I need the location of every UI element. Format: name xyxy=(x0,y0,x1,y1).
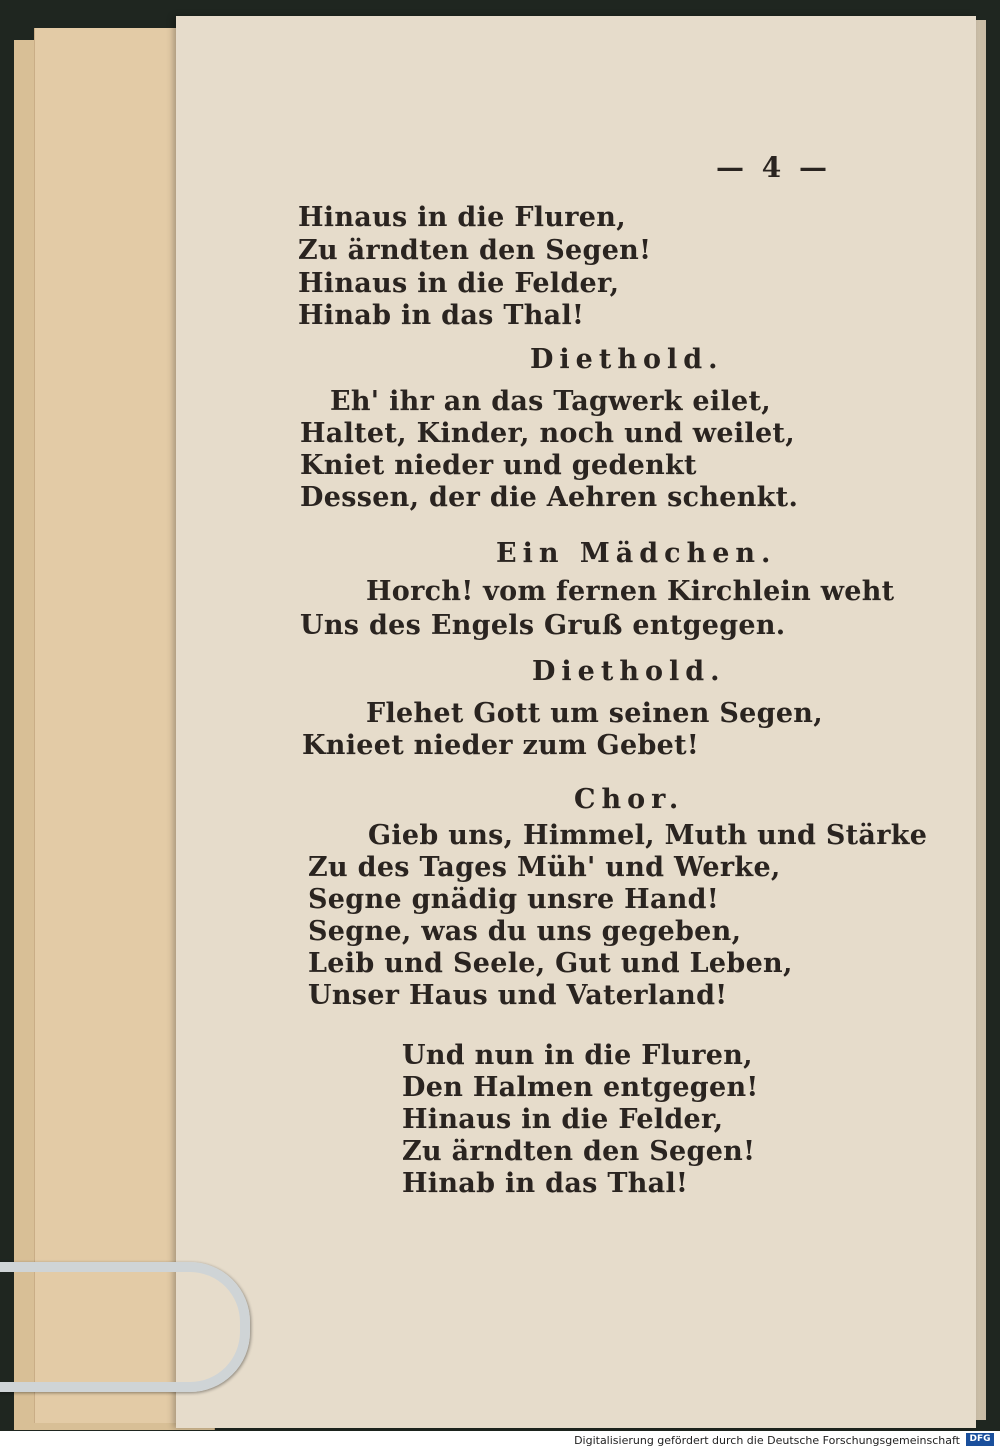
funding-credit: Digitalisierung gefördert durch die Deutsche Forschungsgemeinschaft xyxy=(574,1434,960,1447)
page-number: — 4 — xyxy=(716,151,831,184)
verse-line: Segne, was du uns gegeben, xyxy=(308,916,742,947)
dfg-logo-icon: DFG xyxy=(966,1433,994,1446)
speaker-heading: Diethold. xyxy=(532,656,726,687)
verse-line: Haltet, Kinder, noch und weilet, xyxy=(300,418,795,449)
verse-line: Flehet Gott um seinen Segen, xyxy=(366,698,823,729)
verse-line: Uns des Engels Gruß entgegen. xyxy=(300,610,786,641)
stanza2-line-2: Den Halmen entgegen! xyxy=(402,1072,759,1103)
speaker-heading: Ein Mädchen. xyxy=(496,538,777,569)
paper-clip xyxy=(0,1262,250,1392)
footer-bar xyxy=(0,1431,1000,1449)
stanza1-line-3: Hinaus in die Felder, xyxy=(298,268,620,299)
stanza2-line-4: Zu ärndten den Segen! xyxy=(402,1136,756,1167)
verse-line: Segne gnädig unsre Hand! xyxy=(308,884,720,915)
speaker-heading: Chor. xyxy=(574,784,685,815)
verse-line: Leib und Seele, Gut und Leben, xyxy=(308,948,793,979)
stanza1-line-1: Hinaus in die Fluren, xyxy=(298,202,626,233)
verse-line: Dessen, der die Aehren schenkt. xyxy=(300,482,799,513)
stanza2-line-3: Hinaus in die Felder, xyxy=(402,1104,724,1135)
verse-line: Kniet nieder und gedenkt xyxy=(300,450,697,481)
verse-line: Horch! vom fernen Kirchlein weht xyxy=(366,576,895,607)
verse-line: Eh' ihr an das Tagwerk eilet, xyxy=(330,386,771,417)
verse-line: Zu des Tages Müh' und Werke, xyxy=(308,852,781,883)
stanza1-line-2: Zu ärndten den Segen! xyxy=(298,235,652,266)
stanza2-line-5: Hinab in das Thal! xyxy=(402,1168,689,1199)
stanza2-line-1: Und nun in die Fluren, xyxy=(402,1040,753,1071)
book-page xyxy=(176,16,976,1428)
speaker-heading: Diethold. xyxy=(530,344,724,375)
verse-line: Unser Haus und Vaterland! xyxy=(308,980,728,1011)
verse-line: Knieet nieder zum Gebet! xyxy=(302,730,700,761)
stanza1-line-4: Hinab in das Thal! xyxy=(298,300,585,331)
verse-line: Gieb uns, Himmel, Muth und Stärke xyxy=(368,820,928,851)
underlying-page-inner xyxy=(34,28,185,1423)
